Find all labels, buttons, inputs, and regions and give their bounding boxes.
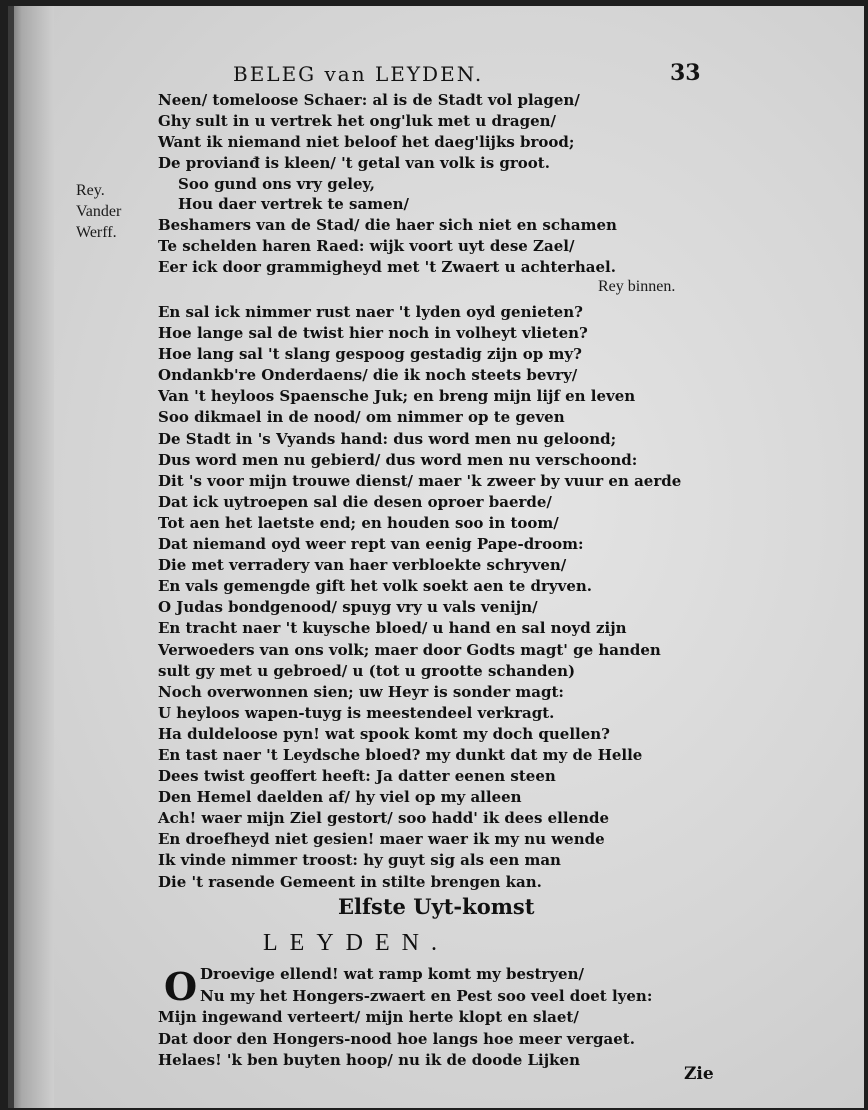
- verse-line: Te schelden haren Raed: wijk voort uyt dese Zael/: [158, 237, 575, 256]
- page-number: 33: [670, 60, 701, 86]
- verse-line: Soo gund ons vry geley,: [178, 174, 375, 193]
- page-gutter: [8, 6, 54, 1108]
- verse-line: En tast naer 't Leydsche bloed? my dunkt dat my de Helle: [158, 745, 643, 764]
- verse-line: Verwoeders van ons volk; maer door Godts magt' ge handen: [158, 640, 661, 659]
- verse-block-top: [158, 90, 728, 278]
- verse-line: Ik vinde nimmer troost: hy guyt sig als een man: [158, 851, 561, 870]
- verse-line: Dees twist geoffert heeft: Ja datter eenen steen: [158, 767, 556, 786]
- verse-line: Soo dikmael in de nood/ om nimmer op te geven: [158, 408, 565, 427]
- book-spine: [8, 6, 14, 1108]
- verse-line: Hou daer vertrek te samen/: [178, 195, 409, 214]
- verse-line: Dat ick uytroepen sal die desen oproer baerde/: [158, 492, 552, 511]
- margin-note: Werff.: [76, 224, 117, 241]
- verse-line: Nu my het Hongers-zwaert en Pest soo veel doet lyen:: [200, 986, 653, 1005]
- verse-line: Ha duldeloose pyn! wat spook komt my doch quellen?: [158, 724, 610, 743]
- verse-line: En vals gemengde gift het volk soekt aen te dryven.: [158, 577, 592, 596]
- verse-line: Noch overwonnen sien; uw Heyr is sonder magt:: [158, 682, 564, 701]
- catchword: Zie: [684, 1064, 714, 1084]
- verse-line: Neen/ tomeloose Schaer: al is de Stadt vol plagen/: [158, 91, 580, 109]
- verse-line: Want ik niemand niet beloof het daeg'lijks brood;: [158, 132, 575, 151]
- verse-line: Mijn ingewand verteert/ mijn herte klopt en slaet/: [158, 1008, 579, 1026]
- verse-line: De Stadt in 's Vyands hand: dus word men nu geloond;: [158, 429, 617, 448]
- verse-line: Hoe lang sal 't slang gespoog gestadig zijn op my?: [158, 345, 582, 364]
- verse-line: De provianđ is kleen/ 't getal van volk is groot.: [158, 153, 550, 172]
- verse-line: En tracht naer 't kuysche bloed/ u hand en sal noyd zijn: [158, 619, 627, 638]
- verse-line: Tot aen het laetste end; en houden soo in toom/: [158, 513, 559, 532]
- verse-line: Beshamers van de Stad/ die haer sich niet en schamen: [158, 216, 617, 235]
- verse-line: Dat door den Hongers-nood hoe langs hoe meer vergaet.: [158, 1029, 635, 1048]
- verse-line: Ghy sult in u vertrek het ong'luk met u dragen/: [158, 111, 556, 130]
- margin-note: Vander: [76, 203, 122, 220]
- verse-line: U heyloos wapen-tuyg is meestendeel verkragt.: [158, 703, 555, 722]
- verse-line: Hoe lange sal de twist hier noch in volheyt vlieten?: [158, 324, 588, 343]
- book-page: [8, 6, 864, 1108]
- running-title: BELEG van LEYDEN.: [233, 62, 484, 86]
- verse-line: Ondankb're Onderdaens/ die ik noch steets bevry/: [158, 366, 578, 385]
- verse-line: O Judas bondgenood/ spuyg vry u vals venijn/: [158, 598, 538, 617]
- verse-block-bottom: [158, 964, 728, 1072]
- verse-line: Dus word men nu gebierd/ dus word men nu verschoond:: [158, 450, 638, 469]
- verse-line: En sal ick nimmer rust naer 't lyden oyd genieten?: [158, 303, 583, 321]
- margin-note: Rey.: [76, 182, 105, 199]
- verse-line: Die 't rasende Gemeent in stilte brengen kan.: [158, 872, 542, 891]
- verse-line: Den Hemel daelden af/ hy viel op my alleen: [158, 788, 522, 807]
- stage-direction: Rey binnen.: [598, 278, 676, 295]
- verse-line: Ach! waer mijn Ziel gestort/ soo hadd' ik dees ellende: [158, 809, 610, 828]
- speaker-name: LEYDEN.: [263, 930, 449, 956]
- verse-line: Eer ick door grammigheyd met 't Zwaert u achterhael.: [158, 258, 616, 277]
- verse-line: Dit 's voor mijn trouwe dienst/ maer 'k zweer by vuur en aerde: [158, 471, 682, 490]
- verse-line: En droefheyd niet gesien! maer waer ik my nu wende: [158, 830, 605, 849]
- verse-line: Die met verradery van haer verbloekte schryven/: [158, 556, 567, 575]
- margin-notes: [76, 180, 156, 243]
- verse-line: Dat niemand oyd weer rept van eenig Pape-droom:: [158, 535, 584, 554]
- act-heading: Elfste Uyt-komst: [338, 894, 535, 919]
- verse-line: Helaes! 'k ben buyten hoop/ nu ik de doode Lijken: [158, 1051, 580, 1069]
- drop-cap: O: [164, 964, 198, 1009]
- verse-block-middle: [158, 302, 728, 893]
- verse-line: Droevige ellend! wat ramp komt my bestryen/: [200, 965, 584, 983]
- verse-line: sult gy met u gebroed/ u (tot u grootte schanden): [158, 661, 576, 680]
- verse-line: Van 't heyloos Spaensche Juk; en breng mijn lijf en leven: [158, 387, 636, 406]
